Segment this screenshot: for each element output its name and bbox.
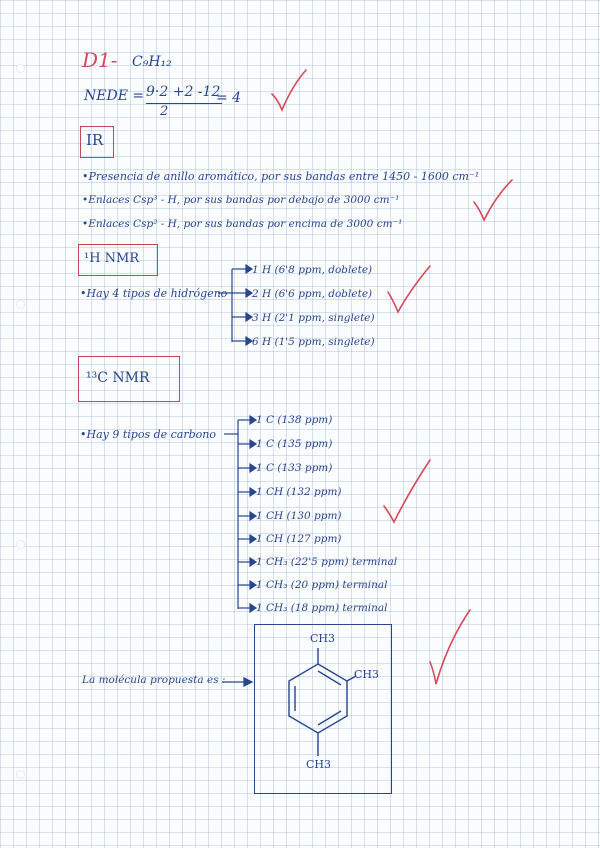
- ir-title: IR: [86, 131, 104, 149]
- problem-label: D1-: [82, 48, 118, 72]
- nede-denominator: 2: [160, 104, 169, 119]
- cnmr-item-3: 1 C (133 ppm): [256, 462, 333, 474]
- cnmr-item-4: 1 CH (132 ppm): [256, 486, 342, 498]
- hnmr-title: ¹H NMR: [84, 251, 140, 266]
- cnmr-item-1: 1 C (138 ppm): [256, 414, 333, 426]
- cnmr-item-6: 1 CH (127 ppm): [256, 533, 342, 545]
- cnmr-item-7: 1 CH₃ (22'5 ppm) terminal: [256, 556, 398, 568]
- ir-bullet-1: •Presencia de anillo aromático, por sus bandas entre 1450 - 1600 cm⁻¹: [82, 170, 480, 183]
- molecular-formula: C₉H₁₂: [132, 54, 172, 70]
- conclusion-text: La molécula propuesta es :: [82, 674, 226, 686]
- hnmr-item-4: 6 H (1'5 ppm, singlete): [252, 336, 375, 348]
- methyl-top-label: CH3: [310, 632, 336, 645]
- cnmr-item-2: 1 C (135 ppm): [256, 438, 333, 450]
- hnmr-lead: •Hay 4 tipos de hidrógeno: [80, 287, 228, 300]
- ir-bullet-2: •Enlaces Csp³ - H, por sus bandas por debajo de 3000 cm⁻¹: [82, 194, 400, 206]
- hnmr-item-1: 1 H (6'8 ppm, doblete): [252, 264, 373, 276]
- ir-bullet-3: •Enlaces Csp² - H, por sus bandas por encima de 3000 cm⁻¹: [82, 218, 403, 230]
- nede-numerator: 9·2 +2 -12: [146, 84, 221, 100]
- cnmr-title: ¹³C NMR: [86, 370, 150, 386]
- nede-result: = 4: [216, 90, 242, 106]
- cnmr-item-9: 1 CH₃ (18 ppm) terminal: [256, 602, 388, 614]
- methyl-right-label: CH3: [354, 668, 380, 681]
- cnmr-item-8: 1 CH₃ (20 ppm) terminal: [256, 579, 388, 591]
- hnmr-item-3: 3 H (2'1 ppm, singlete): [252, 312, 375, 324]
- hnmr-item-2: 2 H (6'6 ppm, doblete): [252, 288, 373, 300]
- nede-label: NEDE =: [84, 88, 145, 104]
- methyl-bottom-label: CH3: [306, 758, 332, 771]
- cnmr-item-5: 1 CH (130 ppm): [256, 510, 342, 522]
- cnmr-lead: •Hay 9 tipos de carbono: [80, 428, 216, 441]
